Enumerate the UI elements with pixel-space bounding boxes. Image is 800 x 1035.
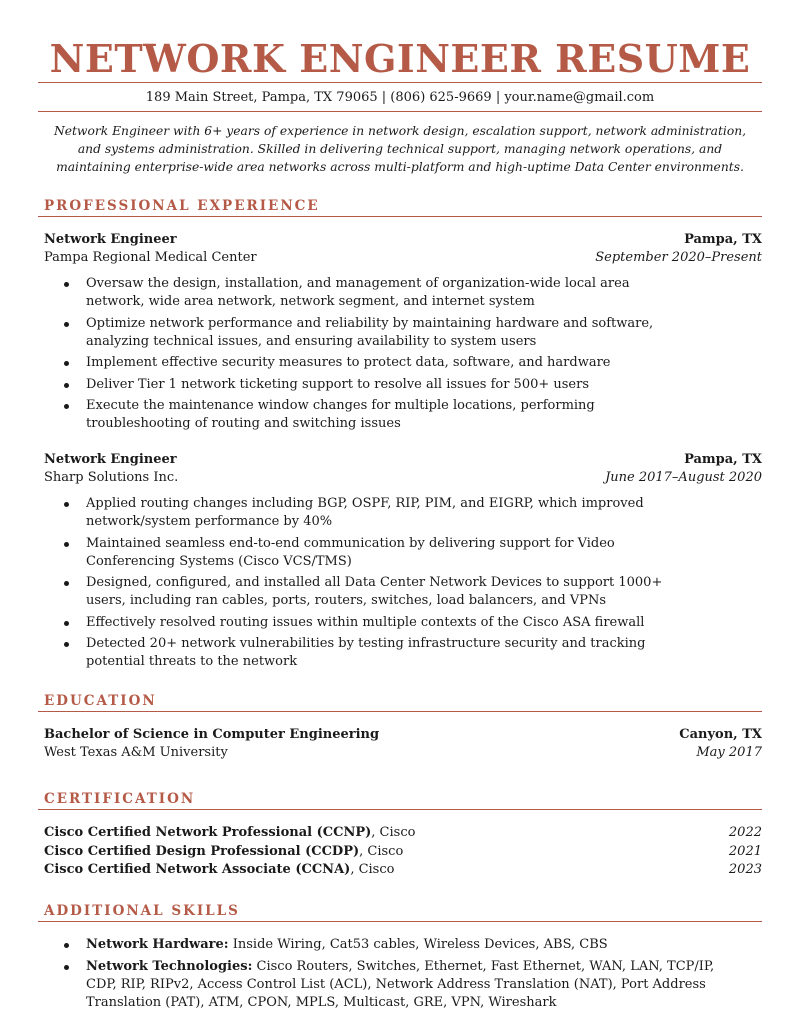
title-divider-top (38, 82, 762, 83)
list-item: Detected 20+ network vulnerabilities by testing infrastructure security and tracking potential threats to the network (86, 635, 762, 671)
section-title-certification: CERTIFICATION (44, 791, 196, 807)
job-title: Network Engineer (44, 452, 177, 467)
skill-label: Network Technologies: (86, 958, 253, 974)
title-divider-bottom (38, 111, 762, 112)
job-company: Sharp Solutions Inc. (44, 470, 179, 485)
job-entry (44, 451, 762, 675)
cert-issuer: , Cisco (359, 843, 404, 859)
education-entry (44, 726, 762, 762)
cert-year: 2022 (728, 825, 762, 840)
certification-item (44, 843, 762, 862)
cert-issuer: , Cisco (371, 825, 416, 840)
job-bullets (44, 495, 762, 671)
job-dates: September 2020–Present (595, 250, 762, 265)
cert-name: Cisco Certified Design Professional (CCDP) (44, 843, 360, 859)
section-divider-certification (38, 809, 762, 810)
section-title-experience: PROFESSIONAL EXPERIENCE (44, 198, 320, 214)
cert-year: 2023 (728, 862, 762, 877)
cert-name: Cisco Certified Network Associate (CCNA) (44, 862, 351, 877)
job-location: Pampa, TX (684, 452, 762, 467)
list-item: Deliver Tier 1 network ticketing support to resolve all issues for 500+ users (86, 376, 762, 394)
certification-list (44, 824, 762, 880)
section-divider-education (38, 711, 762, 712)
list-item (86, 936, 762, 954)
job-title: Network Engineer (44, 232, 177, 247)
list-item: Applied routing changes including BGP, OSPF, RIP, PIM, and EIGRP, which improved network/system performance by 40% (86, 495, 762, 531)
degree: Bachelor of Science in Computer Engineering (44, 727, 380, 742)
list-item (86, 958, 762, 1012)
list-item: Effectively resolved routing issues within multiple contexts of the Cisco ASA firewall (86, 614, 762, 632)
list-item: Designed, configured, and installed all Data Center Network Devices to support 1000+ users, including ran cables, ports, routers, switches, load balancers, and VPNs (86, 574, 762, 610)
summary: Network Engineer with 6+ years of experience in network design, escalation support, network administration, and systems administration. Skilled in delivering technical support, managing network operations, and maintaining enterprise-wide area networks across multi-platform and high-uptime Data Center environments. (53, 124, 747, 174)
school: West Texas A&M University (44, 745, 228, 760)
skill-text: Cisco Routers, Switches, Ethernet, Fast Ethernet, WAN, LAN, TCP/IP, CDP, RIP, RIPv2, Access Control List (ACL), Network Address Translation (NAT), Port Address Translation (PAT), ATM, CPON, MPLS, Multicast, GRE, VPN, Wireshark (86, 958, 715, 1010)
section-title-education: EDUCATION (44, 693, 157, 709)
section-divider-skills (38, 921, 762, 922)
education-location: Canyon, TX (679, 727, 762, 742)
list-item: Maintained seamless end-to-end communication by delivering support for Video Conferencing Systems (Cisco VCS/TMS) (86, 535, 762, 571)
graduation-date: May 2017 (696, 745, 762, 760)
skill-label: Network Hardware: (86, 937, 229, 952)
cert-year: 2021 (728, 843, 762, 859)
skill-text: Inside Wiring, Cat53 cables, Wireless Devices, ABS, CBS (228, 937, 608, 952)
section-divider-experience (38, 216, 762, 217)
list-item: Oversaw the design, installation, and management of organization-wide local area network, wide area network, network segment, and internet system (86, 275, 762, 311)
list-item: Execute the maintenance window changes for multiple locations, performing troubleshooting of routing and switching issues (86, 397, 762, 433)
list-item: Optimize network performance and reliability by maintaining hardware and software, analyzing technical issues, and ensuring availability to system users (86, 315, 762, 351)
section-title-skills: ADDITIONAL SKILLS (44, 903, 240, 919)
job-location: Pampa, TX (684, 232, 762, 247)
cert-name: Cisco Certified Network Professional (CCNP) (44, 825, 372, 840)
contact-info: 189 Main Street, Pampa, TX 79065 | (806) 625-9669 | your.name@gmail.com (145, 90, 655, 105)
list-item: Implement effective security measures to protect data, software, and hardware (86, 354, 762, 372)
cert-issuer: , Cisco (350, 862, 395, 877)
certification-item (44, 824, 762, 843)
job-bullets (44, 275, 762, 433)
skills-list (44, 928, 762, 1015)
certification-item (44, 861, 762, 880)
job-entry (44, 231, 762, 437)
skills-bullets (44, 936, 762, 1012)
job-dates: June 2017–August 2020 (605, 470, 762, 485)
job-company: Pampa Regional Medical Center (44, 250, 257, 265)
resume-title: NETWORK ENGINEER RESUME (49, 36, 751, 81)
